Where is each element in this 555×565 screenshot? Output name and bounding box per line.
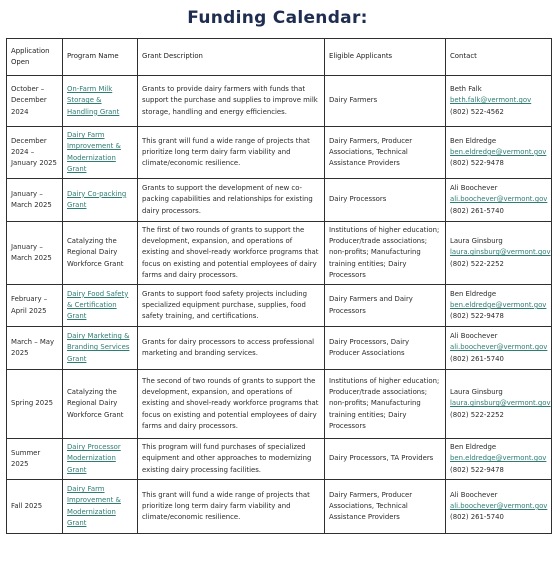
grant-description-cell: The second of two rounds of grants to support the development, expansion, and operations of existing and shovel-ready workforce programs that focus on existing and potential employees of dairy farms and dairy processors. (138, 370, 325, 439)
contact-cell (446, 285, 552, 327)
column-header-application-open: Application Open (7, 39, 63, 76)
program-link[interactable]: Dairy Farm Improvement & Modernization Grant (67, 131, 121, 173)
contact-cell (446, 370, 552, 439)
table-row (7, 370, 552, 439)
contact-cell (446, 480, 552, 534)
program-name: Catalyzing the Regional Dairy Workforce Grant (67, 237, 124, 268)
contact-cell (446, 76, 552, 127)
table-row (7, 439, 552, 480)
contact-name: Ali Boochever (450, 184, 498, 193)
column-header-eligible-applicants: Eligible Applicants (325, 39, 446, 76)
table-header-row (7, 39, 552, 76)
eligible-applicants-cell: Institutions of higher education; Producer/trade associations; non-profits; Manufacturing training entities; Dairy Processors (325, 370, 446, 439)
page-title: Funding Calendar: (187, 8, 368, 28)
column-header-contact: Contact (446, 39, 552, 76)
application-open-cell: January – March 2025 (7, 179, 63, 222)
contact-phone: (802) 522-2252 (450, 259, 504, 268)
funding-calendar-table (6, 38, 552, 534)
program-link[interactable]: Dairy Processor Modernization Grant (67, 443, 121, 474)
contact-phone: (802) 261-5740 (450, 513, 504, 522)
contact-email-link[interactable]: beth.falk@vermont.gov (450, 96, 532, 105)
program-name-cell (63, 285, 138, 327)
contact-email-link[interactable]: ben.eldredge@vermont.gov (450, 147, 547, 156)
application-open-cell: October – December 2024 (7, 76, 63, 127)
table-row (7, 76, 552, 127)
program-name-cell (63, 439, 138, 480)
program-link[interactable]: On-Farm Milk Storage & Handling Grant (67, 85, 120, 116)
program-name: Catalyzing the Regional Dairy Workforce Grant (67, 388, 124, 419)
contact-email-link[interactable]: laura.ginsburg@vermont.gov (450, 248, 551, 257)
contact-cell (446, 179, 552, 222)
eligible-applicants-cell: Dairy Processors, Dairy Producer Associations (325, 327, 446, 370)
application-open-cell: Spring 2025 (7, 370, 63, 439)
application-open-cell: February – April 2025 (7, 285, 63, 327)
grant-description-cell: This grant will fund a wide range of projects that prioritize long term dairy farm viability and climate/economic resilience. (138, 480, 325, 534)
application-open-cell: March – May 2025 (7, 327, 63, 370)
eligible-applicants-cell: Dairy Processors, TA Providers (325, 439, 446, 480)
program-link[interactable]: Dairy Co-packing Grant (67, 189, 127, 209)
contact-email-link[interactable]: laura.ginsburg@vermont.gov (450, 399, 551, 408)
application-open-cell: December 2024 – January 2025 (7, 127, 63, 179)
contact-cell (446, 222, 552, 285)
contact-phone: (802) 522-9478 (450, 312, 504, 321)
program-name-cell (63, 127, 138, 179)
eligible-applicants-cell: Dairy Farmers, Producer Associations, Technical Assistance Providers (325, 480, 446, 534)
grant-description-cell: Grants for dairy processors to access professional marketing and branding services. (138, 327, 325, 370)
grant-description-cell: This program will fund purchases of specialized equipment and other approaches to modernizing existing dairy processing facilities. (138, 439, 325, 480)
program-name-cell (63, 370, 138, 439)
contact-phone: (802) 261-5740 (450, 206, 504, 215)
contact-phone: (802) 522-4562 (450, 107, 504, 116)
eligible-applicants-cell: Dairy Farmers (325, 76, 446, 127)
contact-name: Beth Falk (450, 85, 482, 94)
contact-email-link[interactable]: ali.boochever@vermont.gov (450, 195, 548, 204)
contact-phone: (802) 522-2252 (450, 410, 504, 419)
grant-description-cell: This grant will fund a wide range of projects that prioritize long term dairy farm viability and climate/economic resilience. (138, 127, 325, 179)
table-row (7, 222, 552, 285)
table-row (7, 127, 552, 179)
contact-email-link[interactable]: ben.eldredge@vermont.gov (450, 454, 547, 463)
application-open-cell: January – March 2025 (7, 222, 63, 285)
grant-description-cell: Grants to provide dairy farmers with funds that support the purchase and supplies to improve milk storage, handling and energy efficiencies. (138, 76, 325, 127)
program-name-cell (63, 222, 138, 285)
contact-phone: (802) 261-5740 (450, 354, 504, 363)
contact-name: Ali Boochever (450, 332, 498, 341)
contact-name: Laura Ginsburg (450, 237, 503, 246)
program-name-cell (63, 327, 138, 370)
contact-phone: (802) 522-9478 (450, 465, 504, 474)
column-header-grant-description: Grant Description (138, 39, 325, 76)
contact-name: Ben Eldredge (450, 443, 497, 452)
contact-cell (446, 439, 552, 480)
program-name-cell (63, 179, 138, 222)
program-name-cell (63, 76, 138, 127)
contact-cell (446, 127, 552, 179)
eligible-applicants-cell: Dairy Farmers and Dairy Processors (325, 285, 446, 327)
grant-description-cell: The first of two rounds of grants to support the development, expansion, and operations of existing and shovel-ready workforce programs that focus on existing and potential employees of dairy farms and dairy processors. (138, 222, 325, 285)
program-name-cell (63, 480, 138, 534)
application-open-cell: Summer 2025 (7, 439, 63, 480)
contact-name: Ali Boochever (450, 490, 498, 499)
program-link[interactable]: Dairy Marketing & Branding Services Grant (67, 332, 130, 363)
contact-email-link[interactable]: ali.boochever@vermont.gov (450, 343, 548, 352)
eligible-applicants-cell: Institutions of higher education; Producer/trade associations; non-profits; Manufacturing training entities; Dairy Processors (325, 222, 446, 285)
contact-name: Ben Eldredge (450, 289, 497, 298)
contact-phone: (802) 522-9478 (450, 159, 504, 168)
column-header-program-name: Program Name (63, 39, 138, 76)
table-row (7, 179, 552, 222)
contact-name: Laura Ginsburg (450, 388, 503, 397)
table-row (7, 480, 552, 534)
contact-cell (446, 327, 552, 370)
table-row (7, 285, 552, 327)
contact-name: Ben Eldredge (450, 136, 497, 145)
contact-email-link[interactable]: ben.eldredge@vermont.gov (450, 300, 547, 309)
table-row (7, 327, 552, 370)
eligible-applicants-cell: Dairy Processors (325, 179, 446, 222)
program-link[interactable]: Dairy Food Safety & Certification Grant (67, 289, 129, 321)
eligible-applicants-cell: Dairy Farmers, Producer Associations, Technical Assistance Providers (325, 127, 446, 179)
application-open-cell: Fall 2025 (7, 480, 63, 534)
grant-description-cell: Grants to support food safety projects including specialized equipment purchase, supplies, food safety training, and certifications. (138, 285, 325, 327)
contact-email-link[interactable]: ali.boochever@vermont.gov (450, 501, 548, 510)
grant-description-cell: Grants to support the development of new co-packing capabilities and relationships for existing dairy processors. (138, 179, 325, 222)
program-link[interactable]: Dairy Farm Improvement & Modernization Grant (67, 485, 121, 527)
